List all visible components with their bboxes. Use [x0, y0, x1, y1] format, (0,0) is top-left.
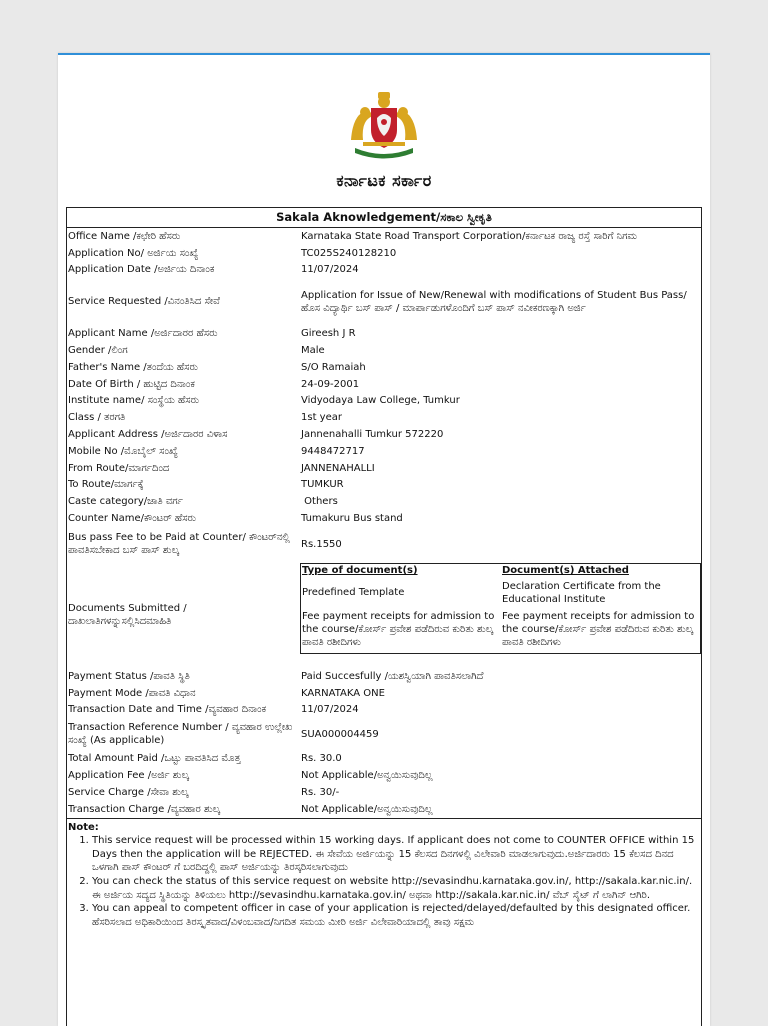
field-value: TUMKUR: [301, 479, 344, 491]
field-value: 24-09-2001: [301, 378, 360, 390]
field-label: Application No/ ಅರ್ಜಿಯ ಸಂಖ್ಯೆ: [68, 247, 199, 259]
field-label: Institute name/ ಸಂಸ್ಥೆಯ ಹೆಸರು: [68, 395, 200, 407]
field-value: Male: [301, 345, 325, 357]
acknowledgement-heading: Sakala Aknowledgement/ಸಕಾಲ ಸ್ವೀಕೃತಿ: [67, 208, 701, 228]
field-row-documents: [67, 562, 701, 668]
field-value: Application for Issue of New/Renewal with modifications of Student Bus Pass/ ಹೊಸ ವಿದ್ಯಾರ್ಥಿ ಬಸ್ ಪಾಸ್ / ಮಾರ್ಪಾಡುಗಳೊಂದಿಗೆ ಬಸ್ ಪಾಸ್ ನವೀಕರಣಕ್ಕಾಗಿ ಅರ್ಜಿ: [301, 289, 687, 314]
field-label: Caste category/ಜಾತಿ ವರ್ಗ: [68, 496, 183, 508]
document-attached: Fee payment receipts for admission to the course/ಕೋರ್ಸ್ ಪ್ರವೇಶ ಪಡೆದಿರುವ ಕುರಿತು ಶುಲ್ಕ ಪಾವತಿ ರಶೀದಿಗಳು: [502, 611, 695, 649]
karnataka-emblem-icon: [345, 90, 423, 160]
acknowledgement-page: [58, 53, 710, 1026]
document-attached: Declaration Certificate from the Educational Institute: [502, 580, 661, 605]
field-row-father-name: [67, 359, 701, 376]
field-row-mobile: [67, 443, 701, 460]
field-value: TC025S240128210: [301, 247, 397, 259]
field-label: Total Amount Paid /ಒಟ್ಟು ಪಾವತಿಸಿದ ಮೊತ್ತ: [68, 753, 241, 765]
field-label: Counter Name/ಕೌಂಟರ್ ಹೆಸರು: [68, 513, 197, 525]
note-item: 2. You can check the status of this service request on website http://sevasindhu.karnataka.gov.in/, http://sakala.kar.nic.in/. ಈ ಅರ್ಜಿಯ ಸದ್ಯದ ಸ್ಥಿತಿಯನ್ನು ತಿಳಿಯಲು http://sevasindhu.karnataka.gov.in/ ಅಥವಾ http://sakala.kar.nic.in/ ವೆಬ್ ಸೈಟ್ ಗೆ ಲಾಗಿನ್ ಆಗಿರಿ.: [92, 875, 700, 902]
field-label: Date Of Birth / ಹುಟ್ಟಿದ ದಿನಾಂಕ: [68, 378, 195, 390]
field-row-transaction-date: [67, 702, 701, 719]
field-value: 9448472717: [301, 445, 365, 457]
note-list: [68, 834, 700, 929]
field-value: Rs.1550: [301, 538, 342, 550]
field-row-service-requested: [67, 278, 701, 325]
field-value: Others: [301, 496, 338, 508]
field-row-dob: [67, 376, 701, 393]
field-row-office: [67, 228, 701, 245]
field-label: Service Charge /ಸೇವಾ ಶುಲ್ಕ: [68, 786, 189, 798]
field-row-transaction-reference: [67, 718, 701, 750]
field-value: Tumakuru Bus stand: [301, 513, 403, 525]
field-label: Payment Mode /ಪಾವತಿ ವಿಧಾನ: [68, 687, 196, 699]
field-label: Class / ತರಗತಿ: [68, 412, 126, 424]
field-row-applicant-name: [67, 325, 701, 342]
government-title: ಕರ್ನಾಟಕ ಸರ್ಕಾರ: [336, 171, 432, 190]
field-label: Father's Name /ತಂದೆಯ ಹೆಸರು: [68, 361, 198, 373]
field-label: From Route/ಮಾರ್ಗದಿಂದ: [68, 462, 170, 474]
document-type: Predefined Template: [302, 587, 405, 599]
field-value: 11/07/2024: [301, 704, 359, 716]
documents-col-attached-header: Document(s) Attached: [502, 564, 629, 576]
field-value: Rs. 30.0: [301, 753, 342, 765]
documents-table: [300, 563, 701, 654]
field-label: Applicant Name /ಅರ್ಜಿದಾರರ ಹೆಸರು: [68, 328, 218, 340]
field-row-application-no: [67, 245, 701, 262]
documents-table-row: [301, 579, 700, 607]
field-label: Bus pass Fee to be Paid at Counter/ ಕೌಂಟರ್‌ನಲ್ಲಿ ಪಾವತಿಸಬೇಕಾದ ಬಸ್ ಪಾಸ್ ಶುಲ್ಕ: [68, 532, 290, 557]
field-label: Payment Status /ಪಾವತಿ ಸ್ಥಿತಿ: [68, 670, 190, 682]
field-value: 1st year: [301, 412, 342, 424]
field-label: Application Date /ಅರ್ಜಿಯ ದಿನಾಂಕ: [68, 264, 215, 276]
field-value: Vidyodaya Law College, Tumkur: [301, 395, 460, 407]
field-row-total-amount: [67, 750, 701, 767]
field-label: Mobile No /ಮೊಬೈಲ್ ಸಂಖ್ಯೆ: [68, 445, 178, 457]
field-value: Rs. 30/-: [301, 786, 340, 798]
field-label: Documents Submitted / ದಾಖಲಾತಿಗಳನ್ನುಸಲ್ಲಿಸಿದಮಾಹಿತಿ: [68, 602, 187, 627]
field-value: JANNENAHALLI: [301, 462, 375, 474]
field-value: SUA000004459: [301, 728, 379, 740]
field-label: Service Requested /ವಿನಂತಿಸಿದ ಸೇವೆ: [68, 296, 220, 308]
field-row-application-fee: [67, 767, 701, 784]
field-row-service-charge: [67, 784, 701, 801]
field-value: Karnataka State Road Transport Corporation/ಕರ್ನಾಟಕ ರಾಜ್ಯ ರಸ್ತೆ ಸಾರಿಗೆ ನಿಗಮ: [301, 230, 638, 242]
field-row-caste: [67, 493, 701, 510]
field-label: Application Fee /ಅರ್ಜಿ ಶುಲ್ಕ: [68, 770, 189, 782]
documents-col-type-header: Type of document(s): [302, 564, 418, 576]
acknowledgement-table: [66, 207, 702, 1026]
field-value: Gireesh J R: [301, 328, 356, 340]
field-value: Jannenahalli Tumkur 572220: [301, 429, 444, 441]
field-row-counter: [67, 510, 701, 527]
field-value: 11/07/2024: [301, 264, 359, 276]
field-row-to-route: [67, 477, 701, 494]
field-value: Paid Succesfully /ಯಶಸ್ವಿಯಾಗಿ ಪಾವತಿಸಲಾಗಿದೆ: [301, 670, 484, 682]
field-label: Transaction Date and Time /ವ್ಯವಹಾರ ದಿನಾಂಕ: [68, 704, 267, 716]
field-row-transaction-charge: [67, 801, 701, 819]
field-row-payment-mode: [67, 685, 701, 702]
field-label: Office Name /ಕಛೇರಿ ಹೆಸರು: [68, 230, 181, 242]
field-label: Transaction Reference Number / ವ್ಯವಹಾರ ಉಲ್ಲೇಖ ಸಂಖ್ಯೆ (As applicable): [68, 722, 293, 747]
field-value: Not Applicable/ಅನ್ವಯಿಸುವುದಿಲ್ಲ: [301, 803, 433, 815]
field-row-class: [67, 409, 701, 426]
field-value: KARNATAKA ONE: [301, 687, 385, 699]
field-row-address: [67, 426, 701, 443]
field-row-payment-status: [67, 668, 701, 685]
note-item: 3. You can appeal to competent officer in case of your application is rejected/delayed/defaulted by this designated officer. ಹೆಸರಿಸಲಾದ ಅಧಿಕಾರಿಯಿಂದ ತಿರಸ್ಕೃತವಾದ/ವಿಳಂಬವಾದ/ನಿಗದಿತ ಸಮಯ ಮೀರಿ ಅರ್ಜಿ ವಿಲೇವಾರಿಯಾದಲ್ಲಿ ತಾವು ಸಕ್ಷಮ: [92, 902, 700, 929]
field-value: Not Applicable/ಅನ್ವಯಿಸುವುದಿಲ್ಲ: [301, 770, 433, 782]
field-value: S/O Ramaiah: [301, 361, 366, 373]
field-row-institute: [67, 393, 701, 410]
documents-table-header: [301, 564, 700, 579]
field-label: Transaction Charge /ವ್ಯವಹಾರ ಶುಲ್ಕ: [68, 803, 221, 815]
documents-table-row: [301, 607, 700, 653]
note-section: [67, 819, 701, 930]
field-label: To Route/ಮಾರ್ಗಕ್ಕೆ: [68, 479, 144, 491]
field-label: Applicant Address /ಅರ್ಜಿದಾರರ ವಿಳಾಸ: [68, 429, 228, 441]
document-type: Fee payment receipts for admission to the course/ಕೋರ್ಸ್ ಪ್ರವೇಶ ಪಡೆದಿರುವ ಕುರಿತು ಶುಲ್ಕ ಪಾವತಿ ರಶೀದಿಗಳು: [302, 611, 495, 649]
field-row-gender: [67, 342, 701, 359]
field-label: Gender /ಲಿಂಗ: [68, 345, 128, 357]
field-row-from-route: [67, 460, 701, 477]
note-heading: Note:: [68, 821, 99, 833]
field-row-application-date: [67, 262, 701, 279]
note-item: 1. This service request will be processed within 15 working days. If applicant does not come to COUNTER OFFICE within 15 Days then the application will be REJECTED. ಈ ಸೇವೆಯ ಅರ್ಜಿಯನ್ನು 15 ಕೆಲಸದ ದಿನಗಳಲ್ಲಿ ವಿಲೇವಾರಿ ಮಾಡಲಾಗುವುದು.ಅರ್ಜಿದಾರರು 15 ಕೆಲಸದ ದಿನದ ಒಳಗಾಗಿ ಪಾಸ್ ಕೌಂಟರ್ ಗೆ ಬರದಿದ್ದಲ್ಲಿ ಪಾಸ್ ಅರ್ಜಿಯನ್ನು ತಿರಸ್ಕರಿಸಲಾಗುವುದು: [92, 834, 700, 875]
field-row-bus-fee: [67, 527, 701, 562]
